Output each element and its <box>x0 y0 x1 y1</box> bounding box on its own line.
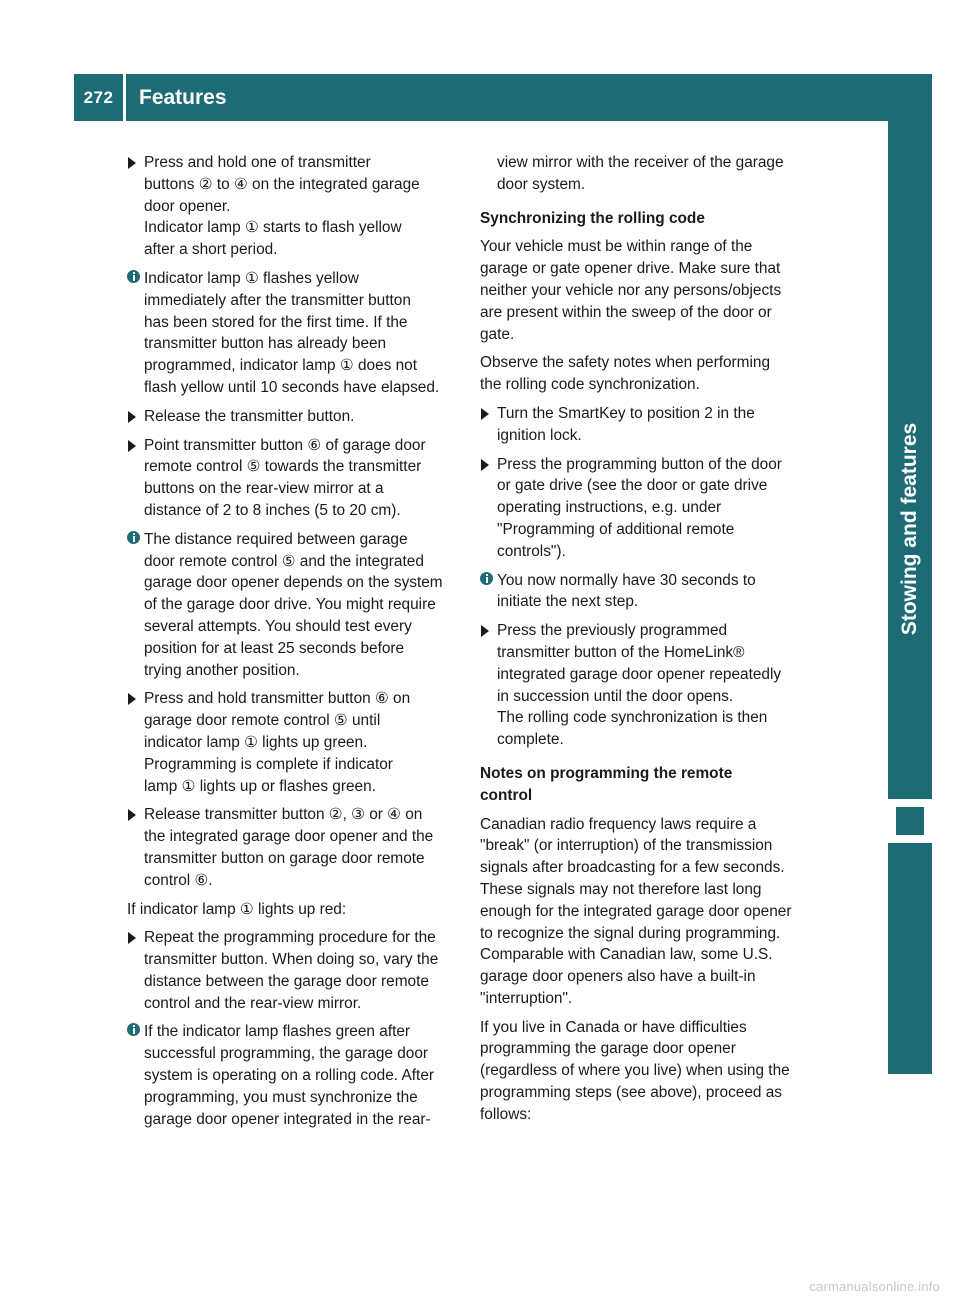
text-line: indicator lamp ① lights up green. <box>144 733 368 751</box>
note-block <box>127 529 462 682</box>
text-line: programmed, indicator lamp ① does not <box>144 357 418 375</box>
left-column <box>127 152 462 1137</box>
step-block <box>127 152 462 261</box>
text-line: "interruption". <box>480 989 573 1007</box>
step-arrow-icon <box>480 624 492 638</box>
text-line: These signals may not therefore last long <box>480 880 762 898</box>
text-line: has been stored for the first time. If the <box>144 313 408 331</box>
text-line: signals after broadcasting for a few seconds. <box>480 859 785 877</box>
text-line: door remote control ⑤ and the integrated <box>144 552 424 570</box>
text-line: You now normally have 30 seconds to <box>497 571 756 589</box>
heading-block <box>480 208 815 230</box>
chapter-tab-label: Stowing and features <box>898 422 921 636</box>
text-line: programming the garage door opener <box>480 1040 736 1058</box>
text-line: view mirror with the receiver of the garage <box>497 154 784 171</box>
chapter-tab <box>888 74 932 1074</box>
note-block <box>127 268 462 399</box>
text-line: Press and hold one of transmitter <box>144 154 371 171</box>
text-line: Repeat the programming procedure for the <box>144 929 436 947</box>
text-line: Synchronizing the rolling code <box>480 209 705 227</box>
text-line: Press the programming button of the door <box>497 455 782 473</box>
step-block <box>127 804 462 891</box>
plain-block <box>480 1017 815 1126</box>
text-line: If the indicator lamp flashes green after <box>144 1023 411 1041</box>
text-line: Canadian radio frequency laws require a <box>480 815 757 833</box>
step-block <box>480 403 815 447</box>
text-line: complete. <box>497 731 564 749</box>
text-line: system is operating on a rolling code. After <box>144 1067 435 1085</box>
text-line: Indicator lamp ① flashes yellow <box>144 269 359 287</box>
text-line: or gate drive (see the door or gate drive <box>497 477 768 495</box>
text-line: If you live in Canada or have difficulties <box>480 1018 747 1036</box>
text-line: several attempts. You should test every <box>144 617 412 635</box>
step-block <box>480 620 815 751</box>
plain-block <box>480 236 815 345</box>
text-line: remote control ⑤ towards the transmitter <box>144 458 422 476</box>
step-arrow-icon <box>480 407 492 421</box>
text-line: Your vehicle must be within range of the <box>480 238 753 256</box>
step-block <box>127 435 462 522</box>
text-line: initiate the next step. <box>497 593 639 611</box>
plain-block <box>480 352 815 396</box>
chapter-tab-marker-inner <box>896 807 924 835</box>
text-line: transmitter button on garage door remote <box>144 849 425 867</box>
text-line: in succession until the door opens. <box>497 687 734 705</box>
text-line: trying another position. <box>144 661 300 679</box>
step-arrow-icon <box>127 410 139 424</box>
step-block <box>127 927 462 1014</box>
step-arrow-icon <box>127 692 139 706</box>
text-line: control <box>480 786 533 804</box>
text-line: Point transmitter button ⑥ of garage door <box>144 436 426 454</box>
chapter-tab-marker <box>888 799 932 843</box>
text-line: lamp ① lights up or flashes green. <box>144 777 376 795</box>
step-arrow-icon <box>480 458 492 472</box>
text-line: "Programming of additional remote <box>497 520 735 538</box>
step-arrow-icon <box>127 439 139 453</box>
text-line: control and the rear-view mirror. <box>144 994 362 1012</box>
plain-block <box>127 899 462 921</box>
text-line: flash yellow until 10 seconds have elapsed. <box>144 378 440 396</box>
step-arrow-icon <box>127 156 139 170</box>
text-line: follows: <box>480 1105 532 1123</box>
step-block <box>480 454 815 563</box>
text-line: position for at least 25 seconds before <box>144 639 405 657</box>
text-line: programming steps (see above), proceed as <box>480 1084 782 1102</box>
step-block <box>127 406 462 428</box>
text-line: "break" (or interruption) of the transmission <box>480 837 773 855</box>
info-icon <box>480 572 493 585</box>
text-line: to recognize the signal during programming. <box>480 924 781 942</box>
text-line: transmitter button of the HomeLink® <box>497 643 745 661</box>
step-arrow-icon <box>127 931 139 945</box>
text-line: Indicator lamp ① starts to flash yellow <box>144 219 402 237</box>
text-line: The distance required between garage <box>144 530 408 548</box>
text-line: garage door remote control ⑤ until <box>144 712 381 730</box>
page-number: 272 <box>74 74 126 121</box>
text-line: buttons on the rear-view mirror at a <box>144 480 384 498</box>
info-icon <box>127 270 140 283</box>
info-icon <box>127 531 140 544</box>
text-line: buttons ② to ④ on the integrated garage <box>144 175 420 193</box>
text-line: garage door openers also have a built-in <box>480 968 756 986</box>
text-line: control ⑥. <box>144 871 213 889</box>
text-line: neither your vehicle nor any persons/objects <box>480 281 782 299</box>
text-line: programming, you must synchronize the <box>144 1088 418 1106</box>
text-line: Observe the safety notes when performing <box>480 354 771 372</box>
text-line: garage or gate opener drive. Make sure that <box>480 260 781 278</box>
text-line: of the garage door drive. You might require <box>144 596 436 614</box>
text-line: The rolling code synchronization is then <box>497 709 768 727</box>
note-block <box>127 1021 462 1130</box>
text-line: Comparable with Canadian law, some U.S. <box>480 946 773 964</box>
text-line: distance between the garage door remote <box>144 972 429 990</box>
text-line: door system. <box>497 175 586 193</box>
plain-block <box>480 814 815 1010</box>
cont-block <box>480 152 815 196</box>
text-line: Turn the SmartKey to position 2 in the <box>497 404 755 422</box>
step-block <box>127 688 462 797</box>
text-line: immediately after the transmitter button <box>144 291 411 309</box>
step-arrow-icon <box>127 808 139 822</box>
text-line: enough for the integrated garage door opener <box>480 902 792 920</box>
info-icon <box>127 1023 140 1036</box>
text-line: distance of 2 to 8 inches (5 to 20 cm). <box>144 501 401 519</box>
heading-block <box>480 763 815 807</box>
footer-watermark: carmanualsonline.info <box>809 1279 940 1294</box>
text-line: gate. <box>480 325 515 343</box>
note-block <box>480 570 815 614</box>
text-line: the integrated garage door opener and the <box>144 828 434 846</box>
text-line: Press the previously programmed <box>497 622 728 640</box>
text-line: door opener. <box>144 197 231 215</box>
text-line: are present within the sweep of the door or <box>480 303 772 321</box>
text-line: Release transmitter button ②, ③ or ④ on <box>144 806 423 824</box>
text-line: Programming is complete if indicator <box>144 755 393 773</box>
text-line: transmitter button. When doing so, vary the <box>144 951 439 969</box>
text-line: (regardless of where you live) when using the <box>480 1062 790 1080</box>
text-line: ignition lock. <box>497 426 582 444</box>
right-column <box>480 152 815 1133</box>
page-header <box>74 74 888 121</box>
text-line: after a short period. <box>144 241 278 259</box>
text-line: successful programming, the garage door <box>144 1045 429 1063</box>
text-line: Notes on programming the remote <box>480 764 733 782</box>
text-line: If indicator lamp ① lights up red: <box>127 900 347 918</box>
text-line: Release the transmitter button. <box>144 407 355 425</box>
text-line: transmitter button has already been <box>144 335 387 353</box>
text-line: operating instructions, e.g. under <box>497 499 722 517</box>
text-line: garage door opener depends on the system <box>144 574 443 592</box>
section-title: Features <box>139 85 227 109</box>
text-line: Press and hold transmitter button ⑥ on <box>144 690 411 708</box>
text-line: the rolling code synchronization. <box>480 376 700 394</box>
text-line: garage door opener integrated in the rear- <box>144 1110 431 1128</box>
text-line: controls"). <box>497 542 566 560</box>
text-line: integrated garage door opener repeatedly <box>497 665 782 683</box>
